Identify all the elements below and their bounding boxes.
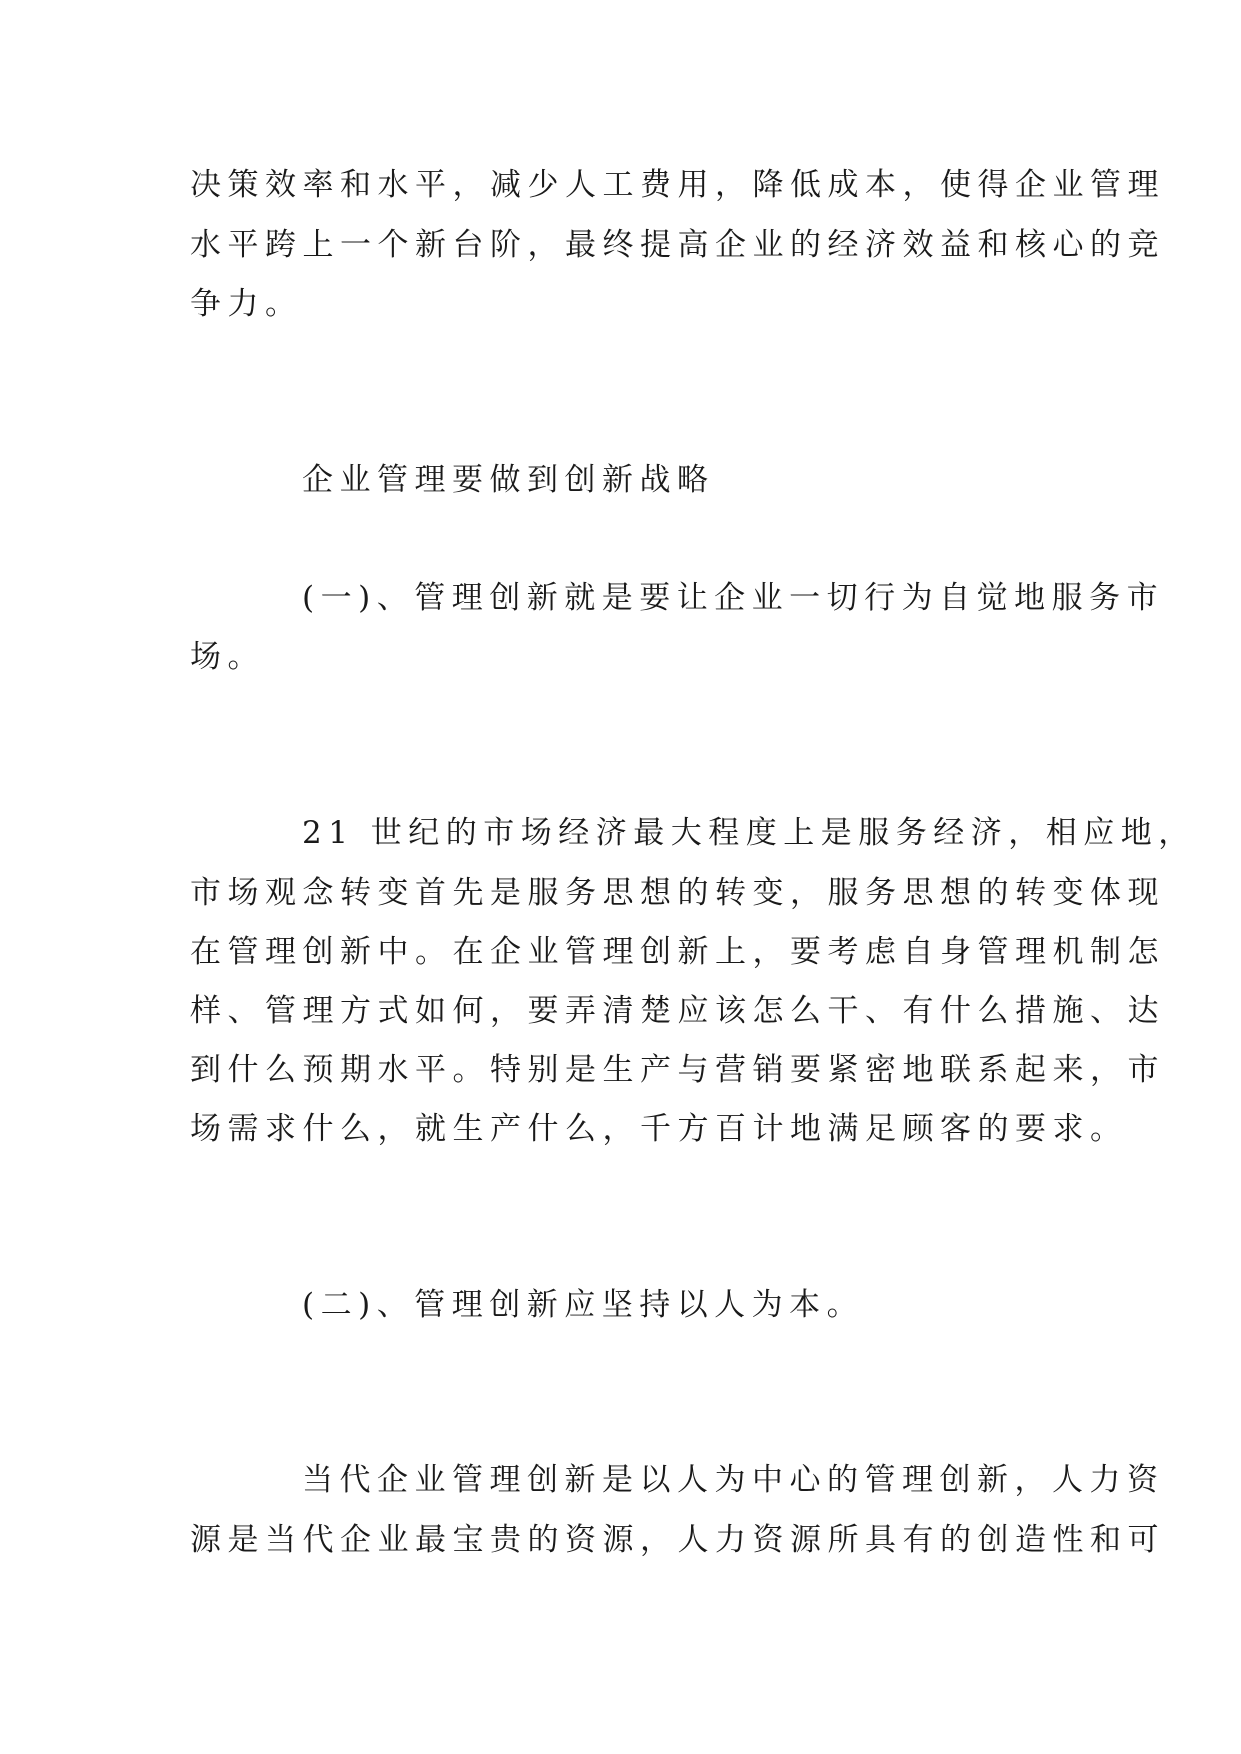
paragraph-line: 到什么预期水平。特别是生产与营销要紧密地联系起来，市	[190, 1052, 1165, 1088]
paragraph-line: 样、管理方式如何，要弄清楚应该怎么干、有什么措施、达	[190, 993, 1165, 1029]
paragraph-line: (一)、管理创新就是要让企业一切行为自觉地服务市	[302, 580, 1165, 616]
paragraph-line: 当代企业管理创新是以人为中心的管理创新，人力资	[302, 1462, 1165, 1498]
paragraph-line: 场。	[190, 639, 265, 675]
paragraph-line: 场需求什么，就生产什么，千方百计地满足顾客的要求。	[190, 1111, 1128, 1147]
paragraph-line: 争力。	[190, 286, 303, 322]
paragraph-line: 水平跨上一个新台阶，最终提高企业的经济效益和核心的竞	[190, 227, 1165, 263]
paragraph-line: (二)、管理创新应坚持以人为本。	[302, 1287, 865, 1323]
paragraph-line: 21 世纪的市场经济最大程度上是服务经济，相应地，	[302, 815, 1196, 851]
heading-line: 企业管理要做到创新战略	[302, 462, 715, 498]
paragraph-line: 源是当代企业最宝贵的资源，人力资源所具有的创造性和可	[190, 1522, 1165, 1558]
paragraph-line: 在管理创新中。在企业管理创新上，要考虑自身管理机制怎	[190, 934, 1165, 970]
paragraph-line: 决策效率和水平，减少人工费用，降低成本，使得企业管理	[190, 167, 1165, 203]
paragraph-line: 市场观念转变首先是服务思想的转变，服务思想的转变体现	[190, 875, 1165, 911]
